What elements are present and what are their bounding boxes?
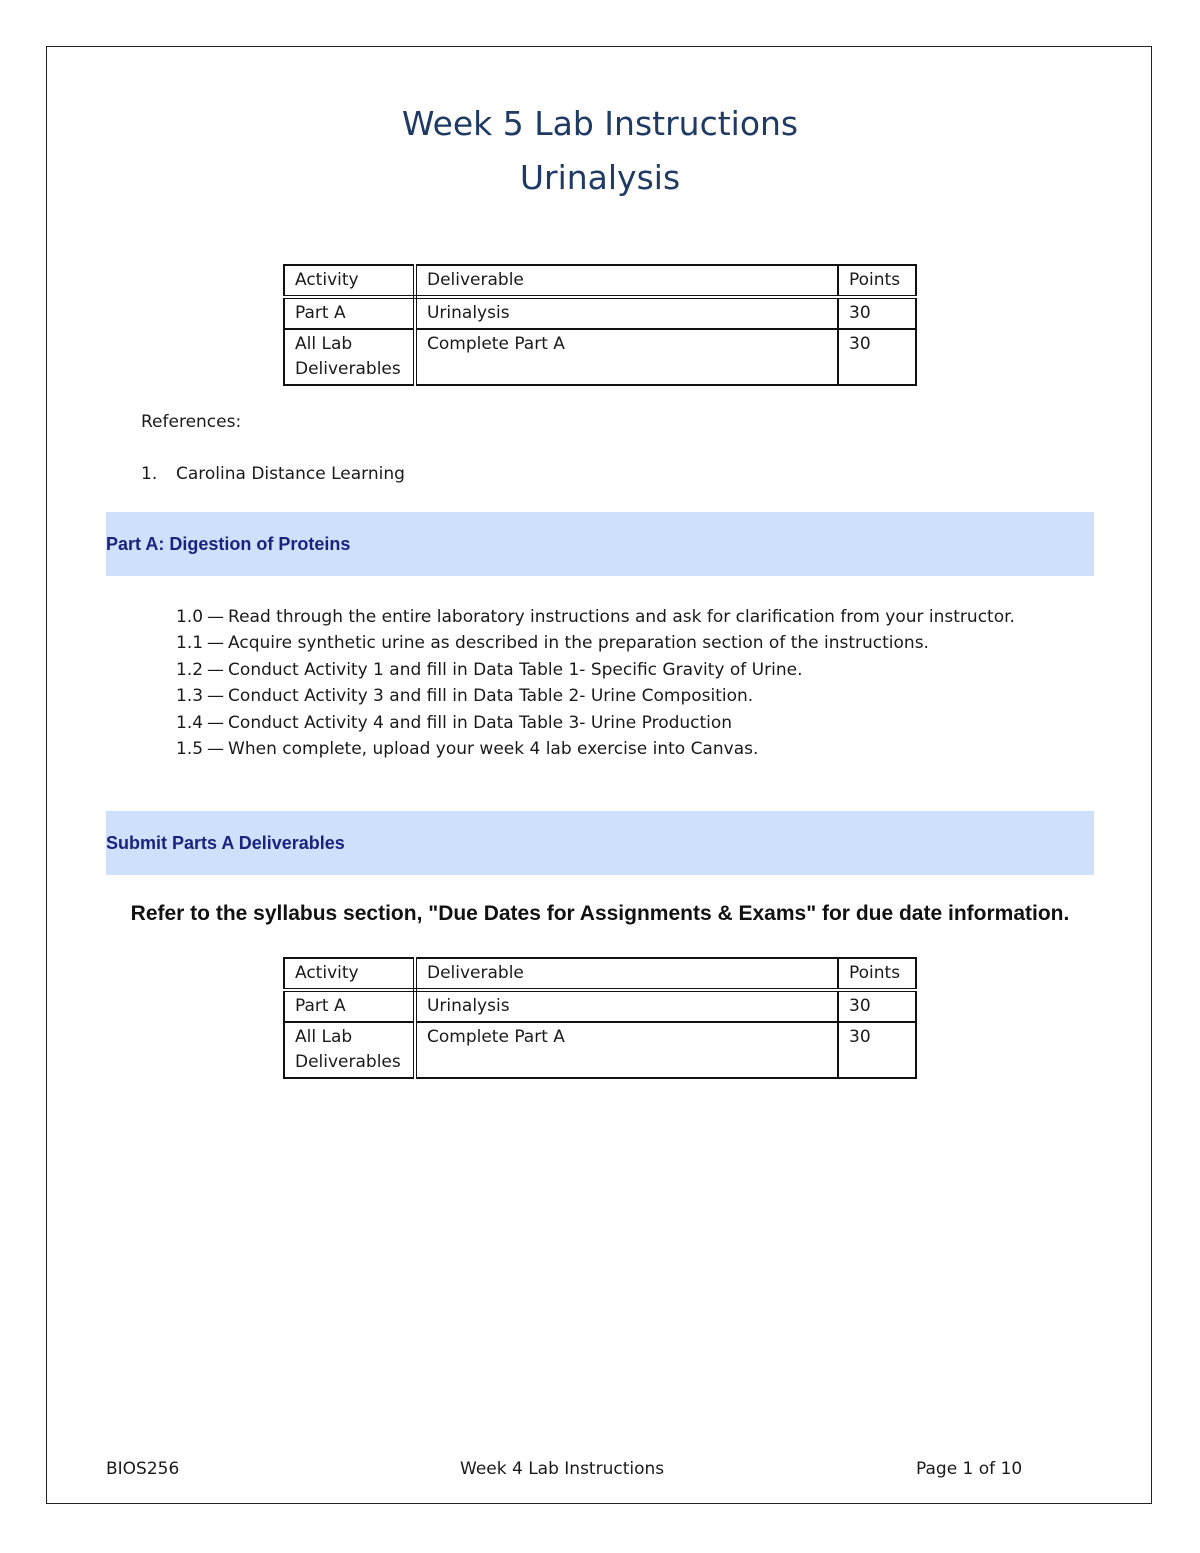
cell-deliverable: Complete Part A bbox=[415, 1022, 838, 1078]
footer-course-code: BIOS256 bbox=[106, 1459, 180, 1479]
cell-deliverable: Complete Part A bbox=[415, 329, 838, 385]
list-item: 1.4 — Conduct Activity 4 and fill in Data Table 3- Urine Production bbox=[176, 712, 733, 733]
step-number: 1.4 bbox=[176, 712, 204, 733]
step-text: Conduct Activity 3 and fill in Data Table 2- Urine Composition. bbox=[228, 686, 754, 707]
list-item bbox=[141, 464, 405, 484]
cell-activity: All Lab Deliverables bbox=[284, 1022, 415, 1078]
reference-number: 1. bbox=[141, 464, 158, 484]
list-item: 1.5 — When complete, upload your week 4 lab exercise into Canvas. bbox=[176, 738, 759, 759]
header-deliverable: Deliverable bbox=[415, 265, 838, 297]
header-points: Points bbox=[838, 958, 916, 990]
step-text: Conduct Activity 4 and fill in Data Table 3- Urine Production bbox=[228, 712, 733, 733]
section-title: Part A: Digestion of Proteins bbox=[106, 534, 351, 554]
page-title: Week 5 Lab Instructions bbox=[401, 104, 799, 143]
header-activity: Activity bbox=[284, 265, 415, 297]
footer-page-number: Page 1 of 10 bbox=[916, 1459, 1023, 1479]
list-item: 1.2 — Conduct Activity 1 and fill in Data Table 1- Specific Gravity of Urine. bbox=[176, 659, 803, 680]
footer-doc-title: Week 4 Lab Instructions bbox=[460, 1459, 665, 1479]
references-label: References: bbox=[141, 412, 242, 432]
section-title: Submit Parts A Deliverables bbox=[106, 833, 345, 853]
list-item: 1.0 — Read through the entire laboratory instructions and ask for clarification from your instructor. bbox=[176, 607, 1015, 627]
cell-points: 30 bbox=[849, 334, 871, 354]
cell-deliverable: Urinalysis bbox=[415, 297, 838, 329]
cell-deliverable: Urinalysis bbox=[415, 990, 838, 1022]
cell-points: 30 bbox=[838, 990, 916, 1022]
deliverables-table bbox=[283, 264, 917, 386]
list-item: 1.3 — Conduct Activity 3 and fill in Data Table 2- Urine Composition. bbox=[176, 686, 754, 707]
cell-points: 30 bbox=[849, 1027, 871, 1047]
cell-activity: Part A bbox=[284, 297, 415, 329]
step-number: 1.1 bbox=[176, 633, 204, 654]
reference-text: Carolina Distance Learning bbox=[176, 464, 405, 484]
step-number: 1.2 bbox=[176, 659, 204, 680]
section-header-submit bbox=[106, 811, 1094, 875]
cell-points: 30 bbox=[838, 297, 916, 329]
due-date-note: Refer to the syllabus section, "Due Dates for Assignments & Exams" for due date information. bbox=[130, 902, 1070, 925]
table-header-row bbox=[284, 958, 916, 990]
step-text: Read through the entire laboratory instructions and ask for clarification from your instructor. bbox=[228, 607, 1015, 627]
cell-activity: Part A bbox=[284, 990, 415, 1022]
step-text: Conduct Activity 1 and fill in Data Table 1- Specific Gravity of Urine. bbox=[228, 659, 803, 680]
step-number: 1.0 bbox=[176, 607, 204, 627]
header-points: Points bbox=[838, 265, 916, 297]
cell-activity: All Lab Deliverables bbox=[284, 329, 415, 385]
header-activity: Activity bbox=[284, 958, 415, 990]
table-row bbox=[284, 1022, 916, 1078]
step-number: 1.3 bbox=[176, 686, 204, 707]
deliverables-table bbox=[283, 957, 917, 1079]
page-subtitle: Urinalysis bbox=[519, 158, 681, 197]
step-number: 1.5 bbox=[176, 738, 204, 759]
table-row bbox=[284, 990, 916, 1022]
table-row bbox=[284, 329, 916, 385]
table-row bbox=[284, 297, 916, 329]
steps-list bbox=[176, 604, 1015, 762]
section-header-part-a bbox=[106, 512, 1094, 576]
step-text: When complete, upload your week 4 lab exercise into Canvas. bbox=[228, 738, 759, 759]
table-header-row bbox=[284, 265, 916, 297]
step-text: Acquire synthetic urine as described in the preparation section of the instructions. bbox=[228, 633, 929, 654]
list-item: 1.1 — Acquire synthetic urine as described in the preparation section of the instructions. bbox=[176, 633, 929, 654]
references-list bbox=[141, 464, 405, 484]
header-deliverable: Deliverable bbox=[415, 958, 838, 990]
